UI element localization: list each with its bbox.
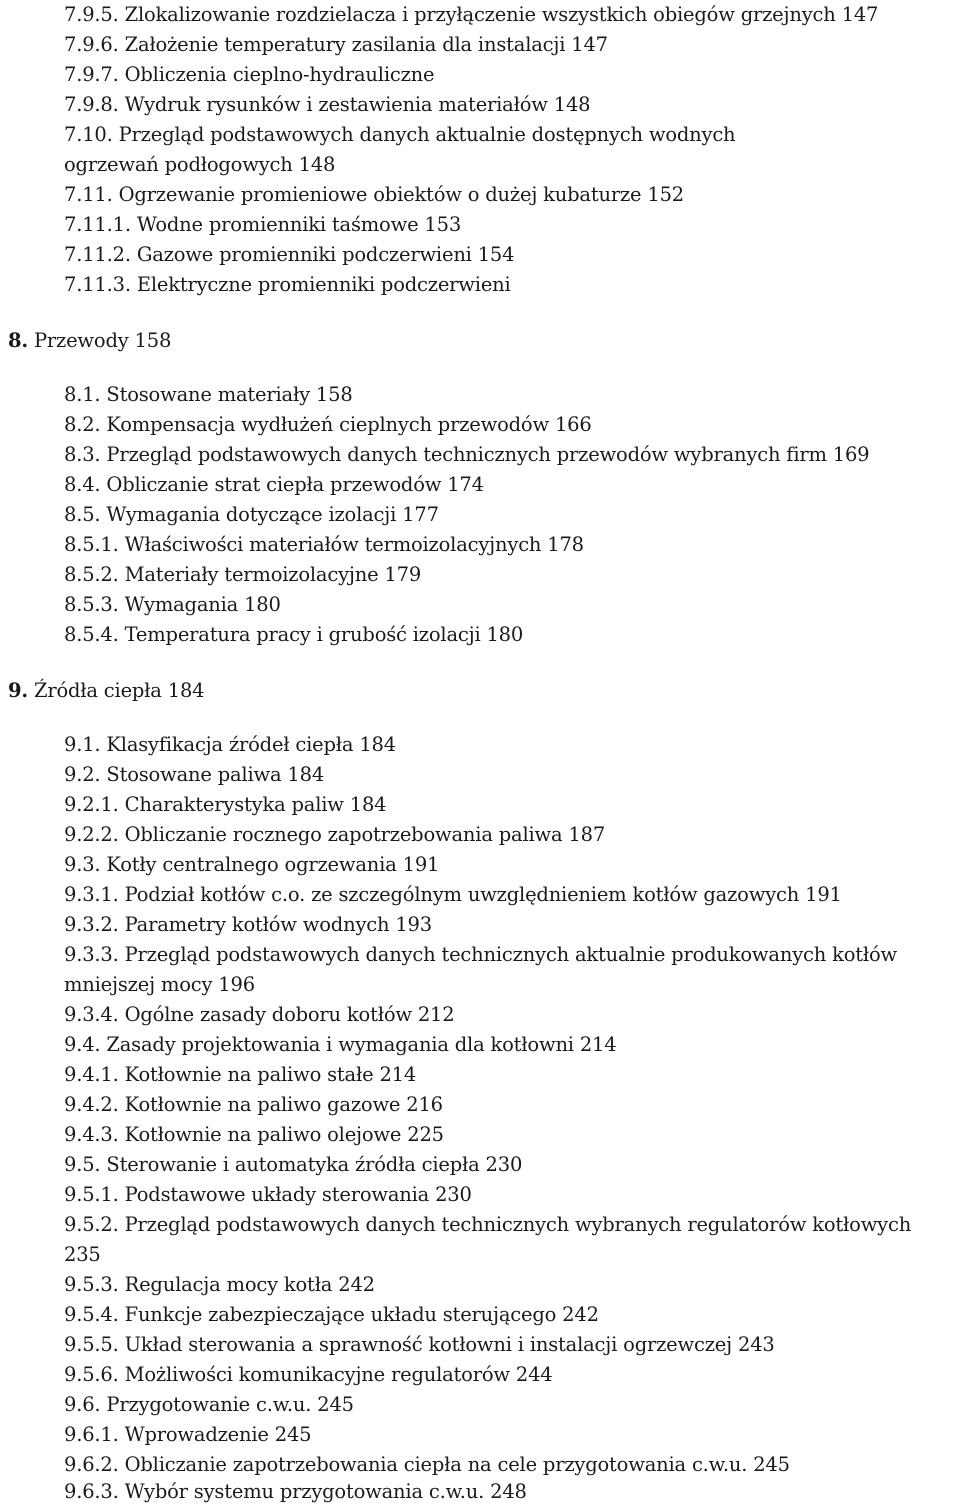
toc-entry: 9.5.5. Układ sterowania a sprawność kotłowni i instalacji ogrzewczej 243 — [64, 1333, 775, 1356]
toc-entry: 9.5. Sterowanie i automatyka źródła ciepła 230 — [64, 1153, 523, 1176]
toc-entry: 8.4. Obliczanie strat ciepła przewodów 174 — [64, 473, 484, 496]
toc-entry: 9.5.2. Przegląd podstawowych danych technicznych wybranych regulatorów kotłowych — [64, 1213, 912, 1236]
toc-entry: 8.5.3. Wymagania 180 — [64, 593, 281, 616]
toc-entry: 9.3.1. Podział kotłów c.o. ze szczególnym uwzględnieniem kotłów gazowych 191 — [64, 883, 842, 906]
toc-entry: 9.3.3. Przegląd podstawowych danych technicznych aktualnie produkowanych kotłów — [64, 943, 898, 966]
toc-entry: 8.1. Stosowane materiały 158 — [64, 383, 353, 406]
chapter-number: 9. — [8, 679, 28, 702]
toc-entry: 9.5.3. Regulacja mocy kotła 242 — [64, 1273, 375, 1296]
toc-entry: 9.6. Przygotowanie c.w.u. 245 — [64, 1393, 354, 1416]
toc-entry: 8.3. Przegląd podstawowych danych technicznych przewodów wybranych firm 169 — [64, 443, 870, 466]
toc-entry: 9.2. Stosowane paliwa 184 — [64, 763, 325, 786]
toc-entry: 9.3. Kotły centralnego ogrzewania 191 — [64, 853, 440, 876]
toc-entry-continuation: ogrzewań podłogowych 148 — [64, 153, 336, 176]
toc-entry-continuation: mniejszej mocy 196 — [64, 973, 255, 996]
toc-entry: 7.9.5. Zlokalizowanie rozdzielacza i przyłączenie wszystkich obiegów grzejnych 147 — [64, 3, 879, 26]
toc-entry: 7.10. Przegląd podstawowych danych aktualnie dostępnych wodnych — [64, 123, 736, 146]
toc-entry: 7.11.1. Wodne promienniki taśmowe 153 — [64, 213, 462, 236]
toc-entry: 9.4.1. Kotłownie na paliwo stałe 214 — [64, 1063, 417, 1086]
toc-entry: 7.9.8. Wydruk rysunków i zestawienia materiałów 148 — [64, 93, 591, 116]
toc-entry: 9.4.2. Kotłownie na paliwo gazowe 216 — [64, 1093, 443, 1116]
toc-entry: 9.4. Zasady projektowania i wymagania dla kotłowni 214 — [64, 1033, 617, 1056]
chapter-number: 8. — [8, 329, 28, 352]
toc-entry: 9.2.2. Obliczanie rocznego zapotrzebowania paliwa 187 — [64, 823, 606, 846]
toc-entry: 9.6.2. Obliczanie zapotrzebowania ciepła na cele przygotowania c.w.u. 245 — [64, 1453, 790, 1476]
toc-chapter-heading — [8, 676, 204, 706]
chapter-title: Przewody 158 — [27, 329, 172, 352]
toc-entry: 9.5.6. Możliwości komunikacyjne regulatorów 244 — [64, 1363, 553, 1386]
chapter-title: Źródła ciepła 184 — [27, 679, 205, 702]
toc-entry: 9.5.1. Podstawowe układy sterowania 230 — [64, 1183, 472, 1206]
toc-entry: 9.3.2. Parametry kotłów wodnych 193 — [64, 913, 432, 936]
toc-entry: 9.6.1. Wprowadzenie 245 — [64, 1423, 312, 1446]
toc-entry: 9.3.4. Ogólne zasady doboru kotłów 212 — [64, 1003, 455, 1026]
toc-entry: 9.4.3. Kotłownie na paliwo olejowe 225 — [64, 1123, 444, 1146]
toc-entry: 7.11. Ogrzewanie promieniowe obiektów o dużej kubaturze 152 — [64, 183, 684, 206]
toc-entry-continuation: 235 — [64, 1243, 101, 1266]
toc-entry: 9.5.4. Funkcje zabezpieczające układu sterującego 242 — [64, 1303, 599, 1326]
toc-entry: 8.2. Kompensacja wydłużeń cieplnych przewodów 166 — [64, 413, 592, 436]
toc-entry: 9.2.1. Charakterystyka paliw 184 — [64, 793, 387, 816]
toc-entry: 8.5.1. Właściwości materiałów termoizolacyjnych 178 — [64, 533, 584, 556]
toc-entry: 8.5.2. Materiały termoizolacyjne 179 — [64, 563, 422, 586]
toc-entry: 8.5.4. Temperatura pracy i grubość izolacji 180 — [64, 623, 524, 646]
toc-entry: 7.11.3. Elektryczne promienniki podczerwieni — [64, 273, 511, 296]
toc-chapter-heading — [8, 326, 171, 356]
toc-entry: 8.5. Wymagania dotyczące izolacji 177 — [64, 503, 439, 526]
toc-entry: 9.1. Klasyfikacja źródeł ciepła 184 — [64, 733, 396, 756]
toc-entry: 7.9.6. Założenie temperatury zasilania dla instalacji 147 — [64, 33, 608, 56]
toc-entry: 7.11.2. Gazowe promienniki podczerwieni 154 — [64, 243, 515, 266]
toc-entry: 9.6.3. Wybór systemu przygotowania c.w.u. 248 — [64, 1480, 527, 1503]
toc-entry: 7.9.7. Obliczenia cieplno-hydrauliczne — [64, 63, 435, 86]
